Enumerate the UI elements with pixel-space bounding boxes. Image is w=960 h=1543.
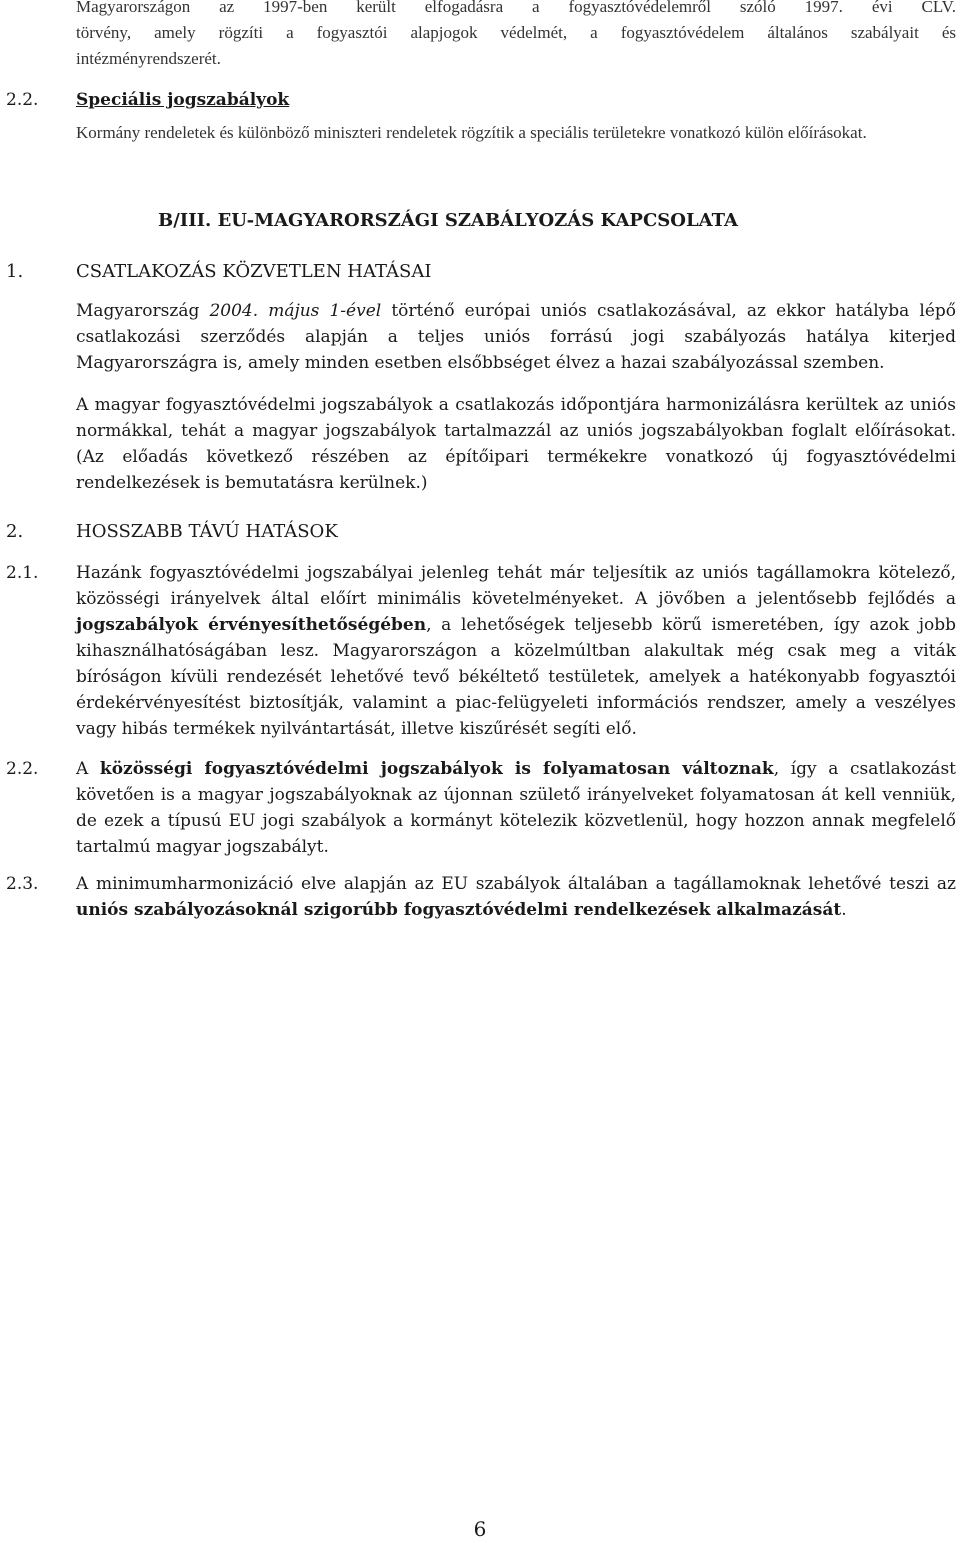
item-2-3-part-a: A minimumharmonizáció elve alapján az EU szabályok általában a tagállamoknak lehetővé teszi az — [76, 874, 956, 894]
section-2-number: 2. — [6, 521, 24, 542]
section-2-2-number: 2.2. — [6, 90, 39, 110]
p1-rest: történő európai uniós csatlakozásával, az ekkor hatályba lépő csatlakozási szerződés alapján a teljes uniós forrású jogi szabályozás hatálya kiterjed Magyarországra is, amely minden esetben elsőbbséget élvez a hazai szabályozással szemben. — [76, 301, 957, 373]
item-2-2-text — [76, 756, 956, 860]
item-2-2-part-c: , így a csatlakozást követően is a magyar jogszabályoknak az újonnan születő irányelveket folyamatosan át kell venniük, de ezek a típusú EU jogi szabályok a kormányt kötelezik közvetlenül, hogy hozzon annak megfelelő tartalmú magyar jogszabályt. — [76, 759, 956, 857]
intro-line-3: intézményrendszerét. — [76, 49, 221, 68]
item-2-1-bold: jogszabályok érvényesíthetőségében — [76, 615, 427, 635]
item-2-1-text — [76, 560, 956, 742]
page-number: 6 — [473, 1517, 487, 1541]
item-2-1-part-a: Hazánk fogyasztóvédelmi jogszabályai jelenleg tehát már teljesítik az uniós tagállamokra kötelező, közösségi irányelvek által előírt minimális követelményeket. A jövőben a jelentősebb fejlődés a — [76, 563, 956, 609]
item-2-3-bold: uniós szabályozásoknál szigorúbb fogyasztóvédelmi rendelkezések alkalmazását — [76, 900, 842, 920]
p1-start: Magyarország — [76, 301, 200, 321]
item-2-1-number: 2.1. — [6, 563, 39, 583]
item-2-2-part-a: A — [76, 759, 89, 779]
item-2-2-bold: közösségi fogyasztóvédelmi jogszabályok is folyamatosan változnak — [99, 759, 774, 779]
intro-line-2: törvény, amely rögzíti a fogyasztói alapjogok védelmét, a fogyasztóvédelem általános szabályait és — [76, 23, 956, 42]
item-2-2-number: 2.2. — [6, 759, 39, 779]
section-1-title: CSATLAKOZÁS KÖZVETLEN HATÁSAI — [76, 261, 432, 282]
item-2-3-text — [76, 871, 956, 923]
section-2-2-text: Kormány rendeletek és különböző miniszteri rendeletek rögzítik a speciális területekre vonatkozó külön előírásokat. — [76, 123, 867, 142]
section-1-number: 1. — [6, 261, 24, 282]
intro-line-1: Magyarországon az 1997-ben került elfogadásra a fogyasztóvédelemről szóló 1997. évi CLV. — [76, 0, 956, 16]
main-heading: B/III. EU-MAGYARORSZÁGI SZABÁLYOZÁS KAPCSOLATA — [158, 210, 738, 231]
item-2-1-part-c: , a lehetőségek teljesebb körű ismeretében, így azok jobb kihasználhatóságában lesz. Magyarországon a közelmúltban alakultak még csak meg a viták bíróságon kívüli rendezését lehetővé tevő békéltető testületek, amelyek a hatékonyabb fogyasztói érdekérvényesítést biztosítják, valamint a piac-felügyeleti információs rendszer, amely a veszélyes vagy hibás termékek nyilvántartását, illetve kiszűrését segíti elő. — [76, 615, 957, 739]
item-2-3-part-c: . — [841, 900, 847, 920]
item-2-3-number: 2.3. — [6, 874, 39, 894]
section-1-paragraph-1 — [76, 298, 956, 376]
p1-date: 2004. május 1-ével — [209, 301, 382, 321]
section-2-2-title: Speciális jogszabályok — [76, 90, 290, 110]
section-1-paragraph-2: A magyar fogyasztóvédelmi jogszabályok a csatlakozás időpontjára harmonizálásra kerültek az uniós normákkal, tehát a magyar jogszabályok tartalmazzál az uniós jogszabályokban foglalt előírásokat. (Az előadás következő részében az építőipari termékekre vonatkozó új fogyasztóvédelmi rendelkezések is bemutatásra kerülnek.) — [76, 395, 956, 493]
section-2-title: HOSSZABB TÁVÚ HATÁSOK — [76, 521, 338, 542]
